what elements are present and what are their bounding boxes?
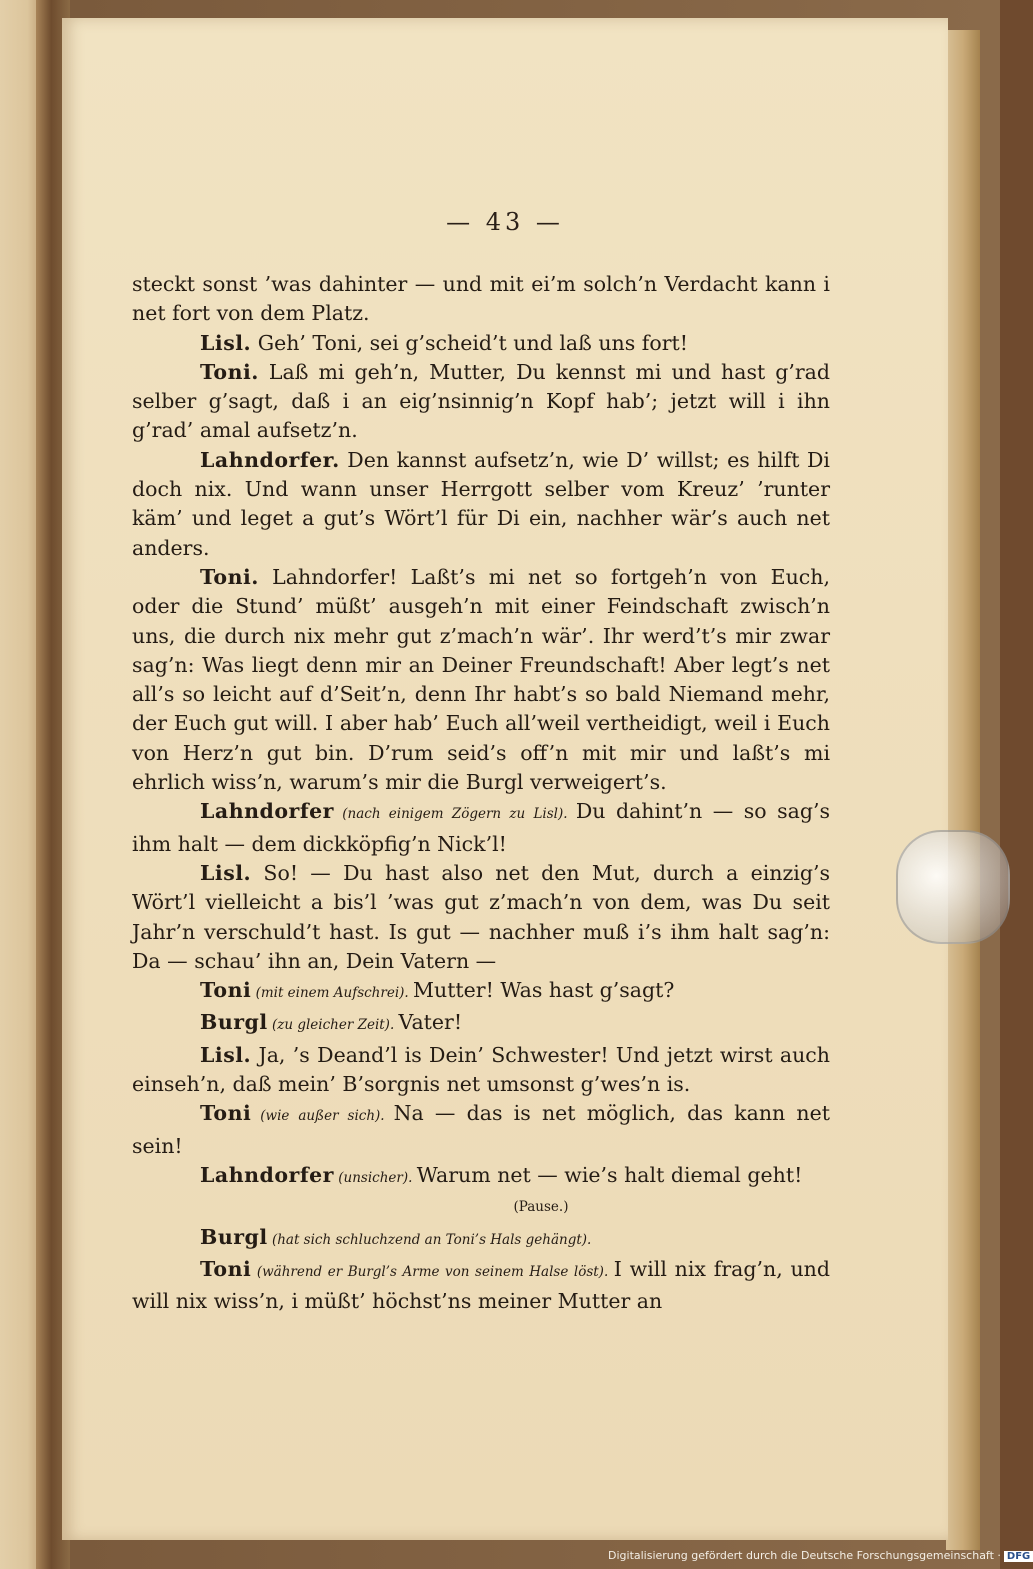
speaker-name: Burgl — [200, 1010, 268, 1035]
stage-direction: (mit einem Aufschrei). — [251, 985, 413, 1002]
stage-direction: (während er Burgl’s Arme von seinem Halse löst). — [251, 1263, 614, 1280]
paragraph-text: Lahndorfer! Laßt’s mi net so fortgeh’n von Euch, oder die Stund’ müßt’ ausgeh’n mit einer Feindschaft zwisch’n uns, die durch nix mehr gut z’mach’n wär’. Ihr werd’t’s mir zwar sag’n: Was liegt denn mir an Deiner Freundschaft! Aber legt’s net all’s so leicht auf d’Seit’n, denn Ihr habt’s so bald Niemand mehr, der Euch gut will. I aber hab’ Euch all’weil vertheidigt, weil i Euch von Herz’n gut bin. D’rum seid’s off’n mit mir und laßt’s mi ehrlich wiss’n, warum’s mir die Burgl verweigert’s. — [132, 564, 830, 795]
paragraph-text: Du dahint’n — so sag’s ihm halt — dem dickköpfig’n Nick’l! — [132, 799, 830, 856]
speaker-name: Toni — [200, 1256, 252, 1281]
speaker-name: Lahndorfer — [200, 1162, 334, 1187]
paragraph — [132, 1223, 830, 1255]
speaker-name: Toni — [200, 1101, 252, 1126]
stage-direction: (hat sich schluchzend an Toni’s Hals gehängt). — [267, 1231, 592, 1248]
paragraph — [132, 1099, 830, 1161]
paragraph — [132, 446, 830, 563]
footer-text: Digitalisierung gefördert durch die Deutsche Forschungsgemeinschaft · — [608, 1549, 1001, 1562]
speaker-name: Toni. — [200, 359, 259, 384]
paragraph-text: Mutter! Was hast g’sagt? — [413, 978, 675, 1003]
book-page — [62, 18, 948, 1540]
paragraph — [132, 797, 830, 859]
paragraph — [132, 1041, 830, 1100]
stage-direction: (wie außer sich). — [251, 1108, 394, 1125]
stage-direction: (zu gleicher Zeit). — [267, 1017, 399, 1034]
paragraph — [132, 270, 830, 329]
speaker-name: Lahndorfer — [200, 799, 334, 824]
paragraph-text: Ja, ’s Deand’l is Dein’ Schwester! Und jetzt wirst auch einseh’n, daß mein’ B’sorgnis net umsonst g’wes’n is. — [132, 1042, 830, 1097]
paragraph-text: Warum net — wie’s halt diemal geht! — [416, 1162, 803, 1187]
speaker-name: Lahndorfer. — [200, 447, 340, 472]
page-text — [132, 270, 830, 1316]
paragraph — [132, 563, 830, 797]
speaker-name: Lisl. — [200, 1042, 252, 1067]
speaker-name: Lisl. — [200, 860, 252, 885]
speaker-name: Toni — [200, 978, 252, 1003]
paragraph-text: I will nix frag’n, und will nix wiss’n, i müßt’ höchst’ns meiner Mutter an — [132, 1256, 831, 1314]
paragraph — [132, 976, 830, 1008]
digitization-footer — [608, 1549, 1033, 1562]
right-page-edges — [946, 30, 980, 1550]
paragraph-text: Geh’ Toni, sei g’scheid’t und laß uns fort! — [251, 330, 688, 355]
stage-direction: (nach einigem Zögern zu Lisl). — [333, 806, 576, 823]
speaker-name: Toni. — [200, 564, 259, 589]
paragraph-text: steckt sonst ’was dahinter — und mit ei’m solch’n Verdacht kann i net fort von dem Platz. — [132, 272, 830, 326]
pause-direction: (Pause.) — [513, 1199, 569, 1216]
paragraph — [132, 1161, 830, 1193]
dfg-logo-icon: DFG — [1004, 1551, 1033, 1562]
scanner-clamp — [896, 830, 1010, 944]
speaker-name: Lisl. — [200, 330, 252, 355]
paragraph — [132, 1008, 830, 1040]
paragraph-text: Vater! — [398, 1010, 463, 1035]
paragraph — [132, 329, 830, 358]
paragraph-text: Den kannst aufsetz’n, wie D’ willst; es hilft Di doch nix. Und wann unser Herrgott selber vom Kreuz’ ’runter käm’ und leget a gut’s Wört’l für Di ein, nachher wär’s auch net anders. — [132, 447, 830, 560]
paragraph — [132, 358, 830, 446]
speaker-name: Burgl — [200, 1224, 268, 1249]
paragraph-text: So! — Du hast also net den Mut, durch a einzig’s Wört’l vielleicht a bis’l ’was gut z’mach’n von dem, was Du seit Jahr’n verschuld’t hast. Is gut — nachher muß i’s ihm halt sag’n: Da — schau’ ihn an, Dein Vatern — — [132, 860, 830, 973]
paragraph — [132, 859, 830, 976]
paragraph-text: Laß mi geh’n, Mutter, Du kennst mi und hast g’rad selber g’sagt, daß i an eig’nsinnig’n Kopf hab’; jetzt will i ihn g’rad’ amal aufsetz’n. — [132, 359, 830, 443]
paragraph-text: Na — das is net möglich, das kann net sein! — [132, 1101, 830, 1158]
paragraph — [132, 1255, 830, 1317]
page-number: — 43 — — [446, 208, 564, 236]
stage-direction: (unsicher). — [333, 1169, 417, 1186]
